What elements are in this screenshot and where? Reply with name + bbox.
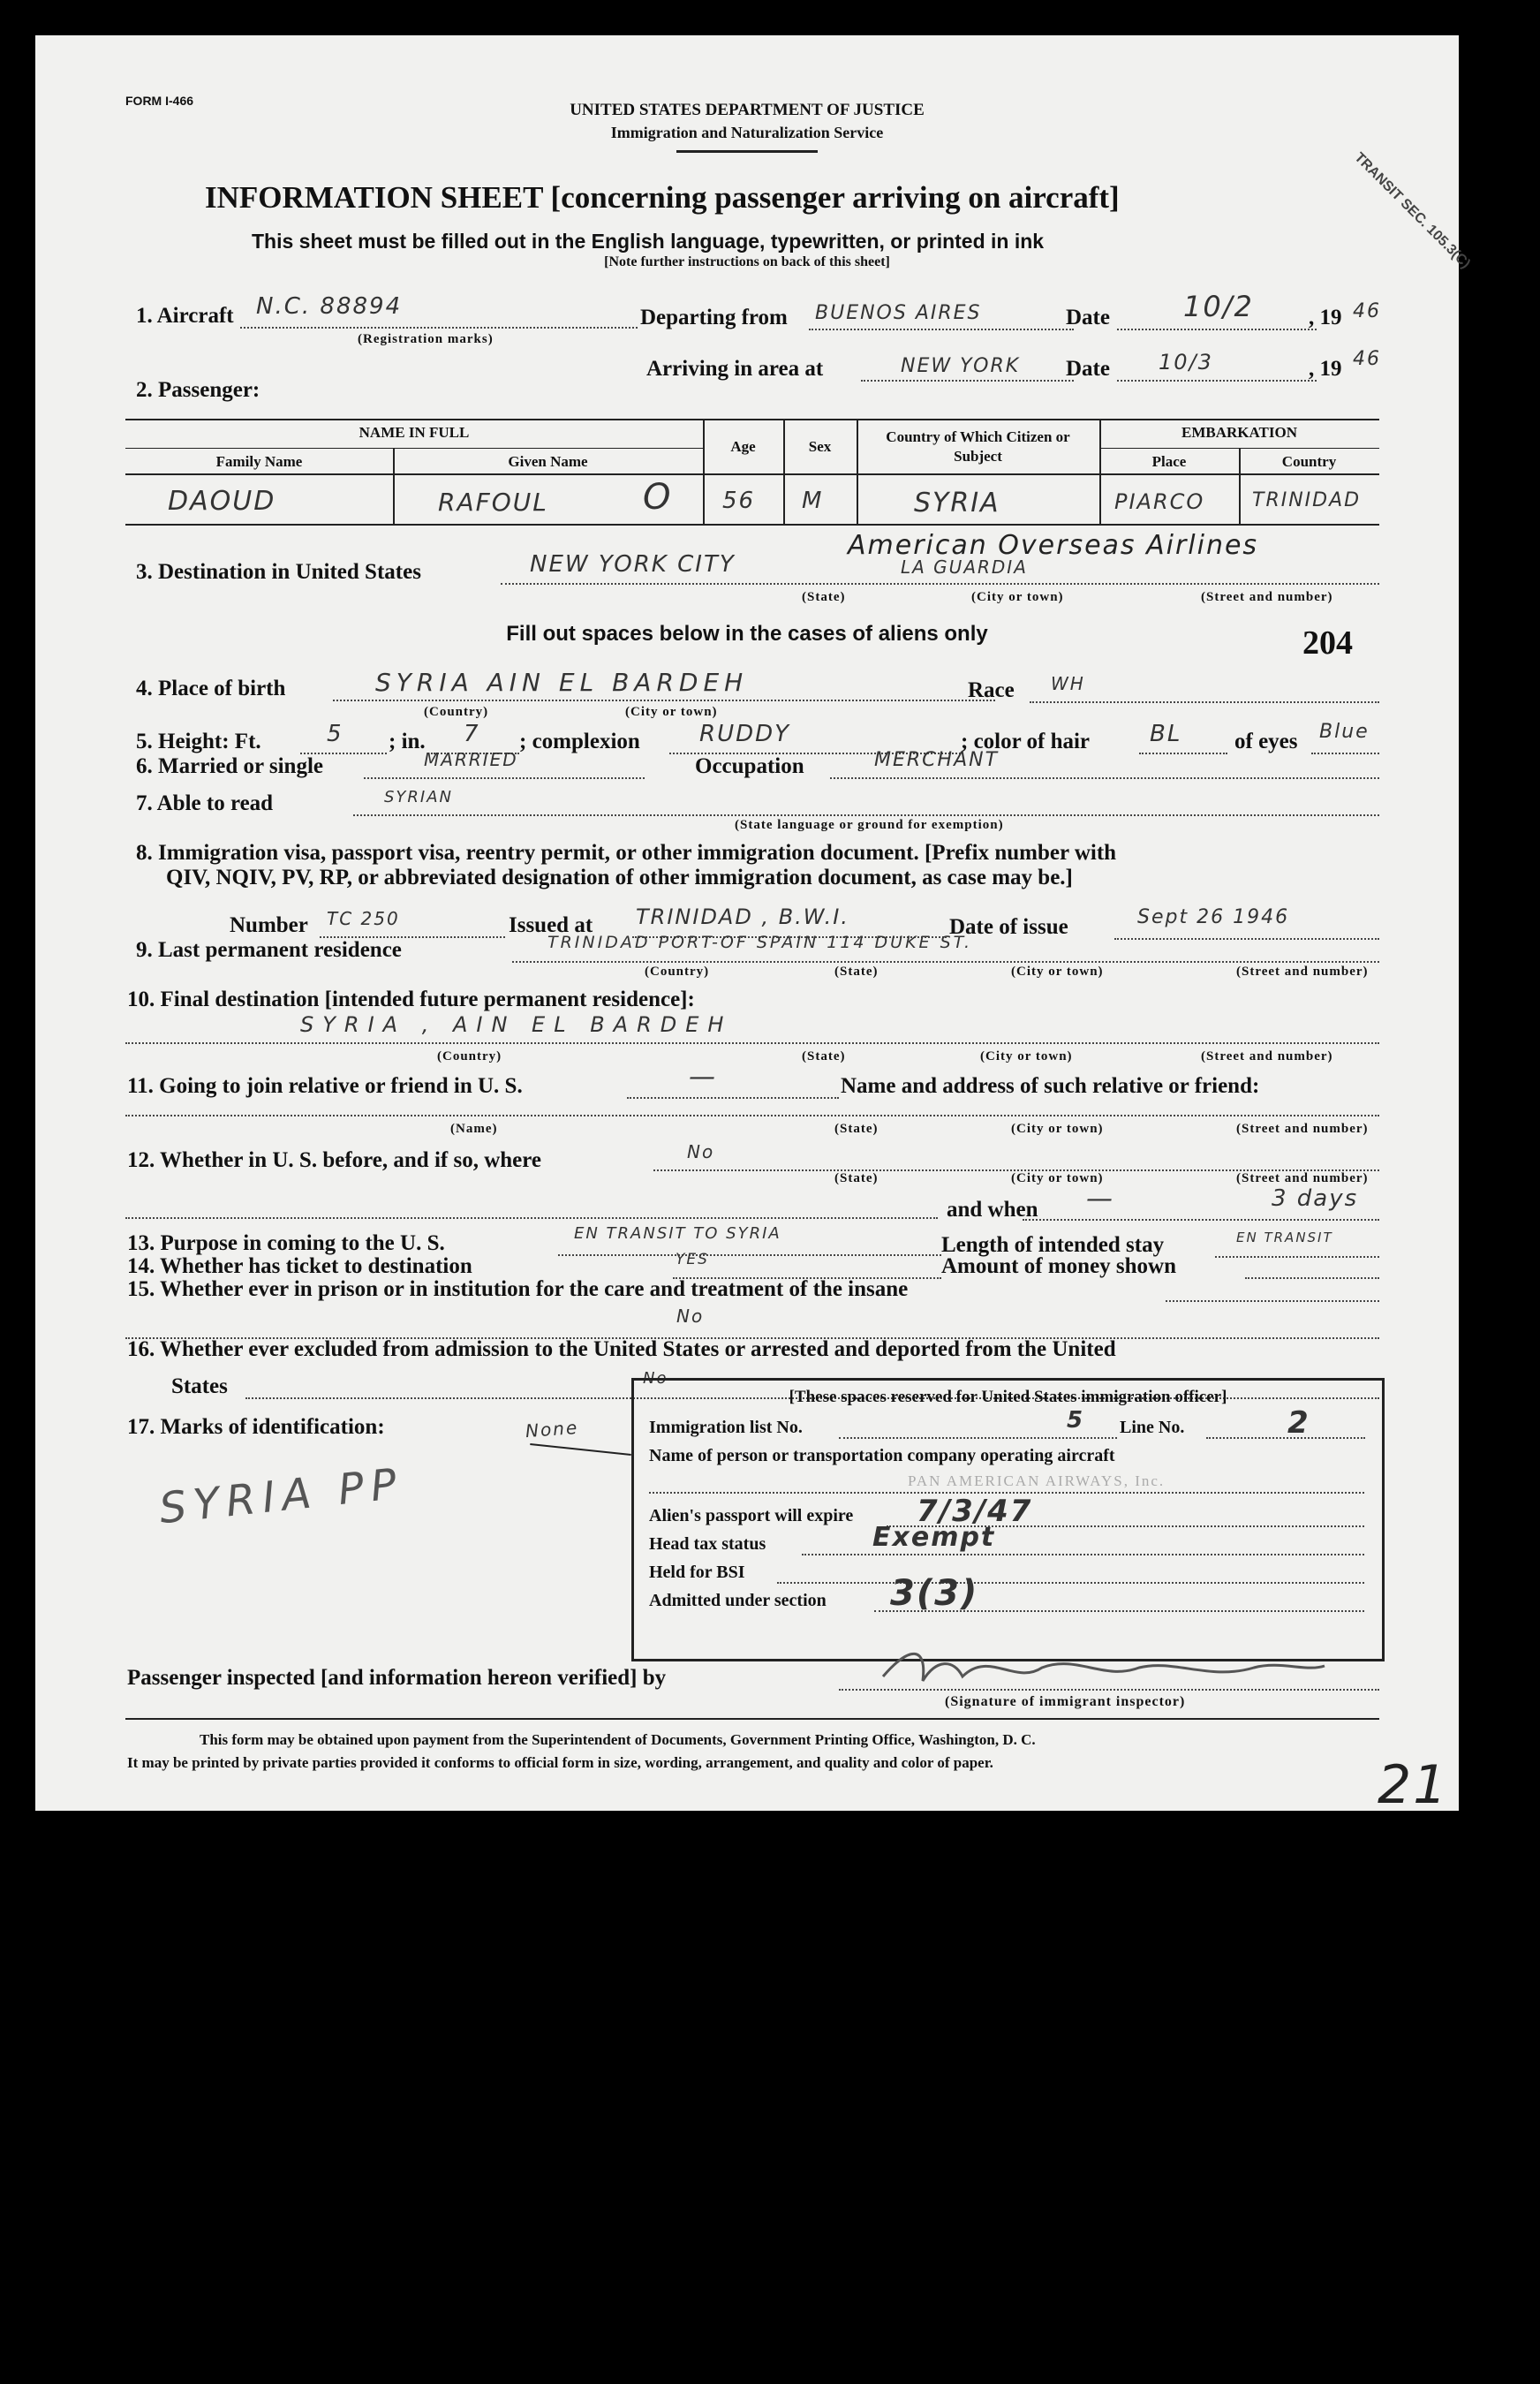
height-label: 5. Height: Ft.	[136, 730, 261, 753]
section-value: 3(3)	[890, 1573, 979, 1614]
destination-value: NEW YORK CITY	[530, 551, 736, 578]
registration-caption: (Registration marks)	[358, 332, 494, 346]
before-city-caption: (City or town)	[1011, 1171, 1104, 1185]
prison-value: No	[676, 1306, 705, 1327]
residence-street-caption: (Street and number)	[1236, 965, 1369, 979]
birth-country-caption: (Country)	[424, 705, 489, 719]
marks-annotation: SYRIA PP	[156, 1458, 406, 1534]
departing-line	[809, 329, 1074, 330]
final-city-caption: (City or town)	[980, 1049, 1073, 1063]
race-line	[1030, 701, 1379, 703]
marital-value: MARRIED	[424, 749, 518, 770]
stay-label: Length of intended stay	[941, 1233, 1165, 1257]
departing-date-label: Date	[1066, 306, 1110, 329]
prison-label: 15. Whether ever in prison or in institution for the care and treatment of the insane	[127, 1277, 909, 1301]
arriving-year-value: 46	[1353, 348, 1381, 370]
prison-line	[1166, 1300, 1379, 1302]
complexion-label: ; complexion	[519, 730, 640, 753]
form-number: FORM I-466	[125, 94, 194, 108]
feet-value: 5	[327, 721, 343, 747]
passenger-label: 2. Passenger:	[136, 378, 260, 402]
family-name-header: Family Name	[215, 453, 303, 470]
marital-line	[364, 777, 645, 779]
birth-label: 4. Place of birth	[136, 677, 286, 700]
eyes-line	[1311, 753, 1379, 754]
residence-label: 9. Last permanent residence	[136, 938, 402, 962]
destination-street-caption: (Street and number)	[1201, 590, 1333, 604]
head-tax-value: Exempt	[872, 1522, 996, 1553]
arriving-date-label: Date	[1066, 357, 1110, 381]
embarkation-place-value: PIARCO	[1114, 489, 1205, 514]
purpose-line	[558, 1254, 941, 1256]
footer-line-2: It may be printed by private parties provided it conforms to official form in size, wording, arrangement, and quality and color of paper.	[127, 1754, 993, 1771]
departing-label: Departing from	[640, 306, 788, 329]
visa-label-line1: 8. Immigration visa, passport visa, reentry permit, or other immigration document. [Prefix number with	[136, 841, 1117, 865]
final-destination-line	[125, 1042, 1379, 1044]
embarkation-header: EMBARKATION	[1181, 424, 1297, 441]
visa-date-line	[1114, 938, 1379, 940]
company-label: Name of person or transportation company operating aircraft	[649, 1446, 1115, 1465]
join-label: 11. Going to join relative or friend in U. S.	[127, 1074, 523, 1098]
relative-address-label: Name and address of such relative or friend:	[841, 1074, 1260, 1098]
purpose-value: EN TRANSIT TO SYRIA	[574, 1224, 781, 1243]
birth-value: SYRIA AIN EL BARDEH	[375, 668, 749, 697]
sex-value: M	[802, 488, 824, 514]
money-line	[1245, 1277, 1379, 1279]
departing-value: BUENOS AIRES	[815, 302, 982, 324]
header-rule	[676, 150, 818, 153]
visa-issued-value: TRINIDAD , B.W.I.	[636, 904, 849, 929]
excluded-value: No	[643, 1369, 668, 1388]
before-line-2	[125, 1217, 938, 1219]
list-number-line	[839, 1437, 1117, 1439]
destination-overwrite: LA GUARDIA	[901, 556, 1028, 578]
page-number: 21	[1378, 1754, 1449, 1816]
country-header: Country	[1281, 453, 1337, 470]
stay-value: EN TRANSIT	[1236, 1230, 1333, 1245]
ticket-value: YES	[676, 1251, 709, 1268]
before-state-caption: (State)	[834, 1171, 879, 1185]
birth-city-caption: (City or town)	[625, 705, 718, 719]
join-line	[627, 1097, 839, 1099]
arriving-date-value: 10/3	[1159, 350, 1213, 375]
race-label: Race	[968, 678, 1015, 702]
visa-number-label: Number	[230, 913, 308, 937]
page-title: INFORMATION SHEET [concerning passenger arriving on aircraft]	[205, 180, 1120, 215]
officer-box	[631, 1378, 1385, 1661]
occupation-label: Occupation	[695, 754, 804, 778]
passport-expire-label: Alien's passport will expire	[649, 1506, 854, 1525]
when-label: and when	[947, 1198, 1038, 1222]
inches-label: ; in.	[389, 730, 426, 753]
final-state-caption: (State)	[802, 1049, 846, 1063]
final-destination-label: 10. Final destination [intended future permanent residence]:	[127, 988, 695, 1011]
inspected-label: Passenger inspected [and information hereon verified] by	[127, 1666, 667, 1690]
purpose-label: 13. Purpose in coming to the U. S.	[127, 1231, 445, 1255]
aircraft-line	[240, 327, 638, 329]
read-caption: (State language or ground for exemption)	[735, 818, 1004, 832]
hair-value: BL	[1150, 721, 1182, 747]
read-line	[353, 814, 1379, 816]
departing-date-value: 10/2	[1183, 290, 1254, 323]
arriving-label: Arriving in area at	[646, 357, 824, 381]
final-destination-value: SYRIA , AIN EL BARDEH	[300, 1012, 733, 1037]
residence-state-caption: (State)	[834, 965, 879, 979]
name-in-full-header: NAME IN FULL	[359, 424, 470, 441]
line-number-line	[1206, 1437, 1365, 1439]
before-label: 12. Whether in U. S. before, and if so, where	[127, 1148, 541, 1172]
visa-number-value: TC 250	[327, 908, 400, 929]
relative-state-caption: (State)	[834, 1122, 879, 1136]
residence-city-caption: (City or town)	[1011, 965, 1104, 979]
marks-value: None	[525, 1416, 579, 1442]
complexion-value: RUDDY	[699, 721, 791, 747]
family-name-value: DAOUD	[168, 486, 276, 517]
age-header: Age	[730, 438, 756, 455]
excluded-label-line2: States	[171, 1374, 228, 1398]
destination-state-caption: (State)	[802, 590, 846, 604]
birth-line	[333, 700, 995, 701]
signature-caption: (Signature of immigrant inspector)	[945, 1694, 1186, 1709]
marks-label: 17. Marks of identification:	[127, 1415, 385, 1439]
final-street-caption: (Street and number)	[1201, 1049, 1333, 1063]
given-name-value: RAFOUL	[438, 488, 548, 517]
officer-box-heading: [These spaces reserved for United States immigration officer]	[789, 1388, 1227, 1406]
footer-line-1: This form may be obtained upon payment from the Superintendent of Documents, Government Printing Office, Washington, D. C.	[200, 1731, 1036, 1748]
before-value: No	[687, 1141, 715, 1162]
section-label: Admitted under section	[649, 1591, 827, 1610]
relative-name-caption: (Name)	[450, 1122, 498, 1136]
passport-expire-value: 7/3/47	[917, 1494, 1033, 1529]
language-instruction: This sheet must be filled out in the English language, typewritten, or printed in ink	[252, 230, 1045, 253]
information-sheet	[35, 35, 1474, 1816]
number-stamp: 204	[1302, 624, 1353, 662]
inspector-signature	[874, 1641, 1333, 1694]
departing-year-value: 46	[1353, 300, 1381, 322]
head-tax-label: Head tax status	[649, 1534, 766, 1554]
stay-overwrite: 3 days	[1272, 1185, 1359, 1212]
company-stamp: PAN AMERICAN AIRWAYS, Inc.	[908, 1472, 1166, 1489]
line-number-value: 2	[1287, 1405, 1310, 1441]
arriving-value: NEW YORK	[901, 355, 1021, 377]
arriving-line	[861, 380, 1074, 382]
relative-city-caption: (City or town)	[1011, 1122, 1104, 1136]
aircraft-value: N.C. 88894	[256, 293, 403, 320]
before-street-caption: (Street and number)	[1236, 1171, 1369, 1185]
eyes-label: of eyes	[1234, 730, 1298, 753]
destination-label: 3. Destination in United States	[136, 560, 421, 584]
eyes-value: Blue	[1319, 721, 1370, 743]
destination-line	[501, 583, 1379, 585]
service-name: Immigration and Naturalization Service	[610, 124, 884, 141]
stay-line	[1215, 1256, 1379, 1258]
occupation-value: MERCHANT	[874, 749, 1000, 771]
inches-value: 7	[464, 721, 480, 747]
bsi-line	[777, 1582, 1364, 1584]
visa-issued-label: Issued at	[509, 913, 593, 937]
destination-city-caption: (City or town)	[971, 590, 1064, 604]
footer-rule	[125, 1718, 1379, 1720]
money-label: Amount of money shown	[941, 1254, 1177, 1278]
head-tax-line	[802, 1554, 1364, 1555]
citizen-value: SYRIA	[914, 488, 1000, 518]
given-name-header: Given Name	[508, 453, 588, 470]
list-number-value: 5	[1067, 1407, 1085, 1434]
residence-country-caption: (Country)	[645, 965, 710, 979]
ticket-label: 14. Whether has ticket to destination	[127, 1254, 472, 1278]
read-value: SYRIAN	[384, 788, 454, 806]
excluded-label-line1: 16. Whether ever excluded from admission to the United States or arrested and deported from the United	[127, 1337, 1116, 1361]
marks-stroke	[530, 1443, 631, 1456]
marital-label: 6. Married or single	[136, 754, 323, 778]
departing-year-label: , 19	[1309, 306, 1342, 329]
citizen-header: Country of Which Citizen or Subject	[886, 428, 1070, 465]
line-number-label: Line No.	[1120, 1418, 1185, 1437]
visa-label-line2: QIV, NQIV, PV, RP, or abbreviated designation of other immigration document, as case may be.]	[166, 866, 1073, 889]
hair-label: ; color of hair	[961, 730, 1091, 753]
bsi-label: Held for BSI	[649, 1563, 745, 1582]
hair-line	[1139, 753, 1227, 754]
arriving-year-label: , 19	[1309, 357, 1342, 381]
when-value: —	[1086, 1184, 1114, 1215]
age-value: 56	[722, 488, 756, 514]
join-value: —	[689, 1062, 717, 1093]
read-label: 7. Able to read	[136, 791, 274, 815]
relative-line	[125, 1115, 1379, 1116]
aircraft-label: 1. Aircraft	[136, 304, 234, 328]
list-number-label: Immigration list No.	[649, 1418, 803, 1437]
embarkation-country-value: TRINIDAD	[1252, 489, 1362, 511]
visa-date-label: Date of issue	[949, 915, 1068, 939]
given-name-mark: O	[643, 477, 673, 518]
relative-street-caption: (Street and number)	[1236, 1122, 1369, 1136]
when-line	[1023, 1219, 1379, 1221]
residence-line	[512, 961, 1379, 963]
back-note: [Note further instructions on back of this sheet]	[604, 254, 890, 269]
departing-date-line	[1117, 329, 1317, 330]
final-country-caption: (Country)	[437, 1049, 502, 1063]
transit-stamp: TRANSIT SEC. 105.3(C)	[1351, 149, 1474, 272]
residence-value: TRINIDAD PORT-OF SPAIN 114 DUKE ST.	[547, 933, 973, 952]
occupation-line	[830, 777, 1379, 779]
place-header: Place	[1151, 453, 1187, 470]
race-value: WH	[1051, 673, 1085, 694]
sex-header: Sex	[808, 438, 832, 455]
aliens-heading: Fill out spaces below in the cases of aliens only	[506, 622, 988, 646]
arriving-date-line	[1117, 380, 1317, 382]
airline-signature: American Overseas Airlines	[848, 530, 1259, 561]
department-name: UNITED STATES DEPARTMENT OF JUSTICE	[570, 101, 925, 119]
visa-date-value: Sept 26 1946	[1137, 906, 1290, 928]
